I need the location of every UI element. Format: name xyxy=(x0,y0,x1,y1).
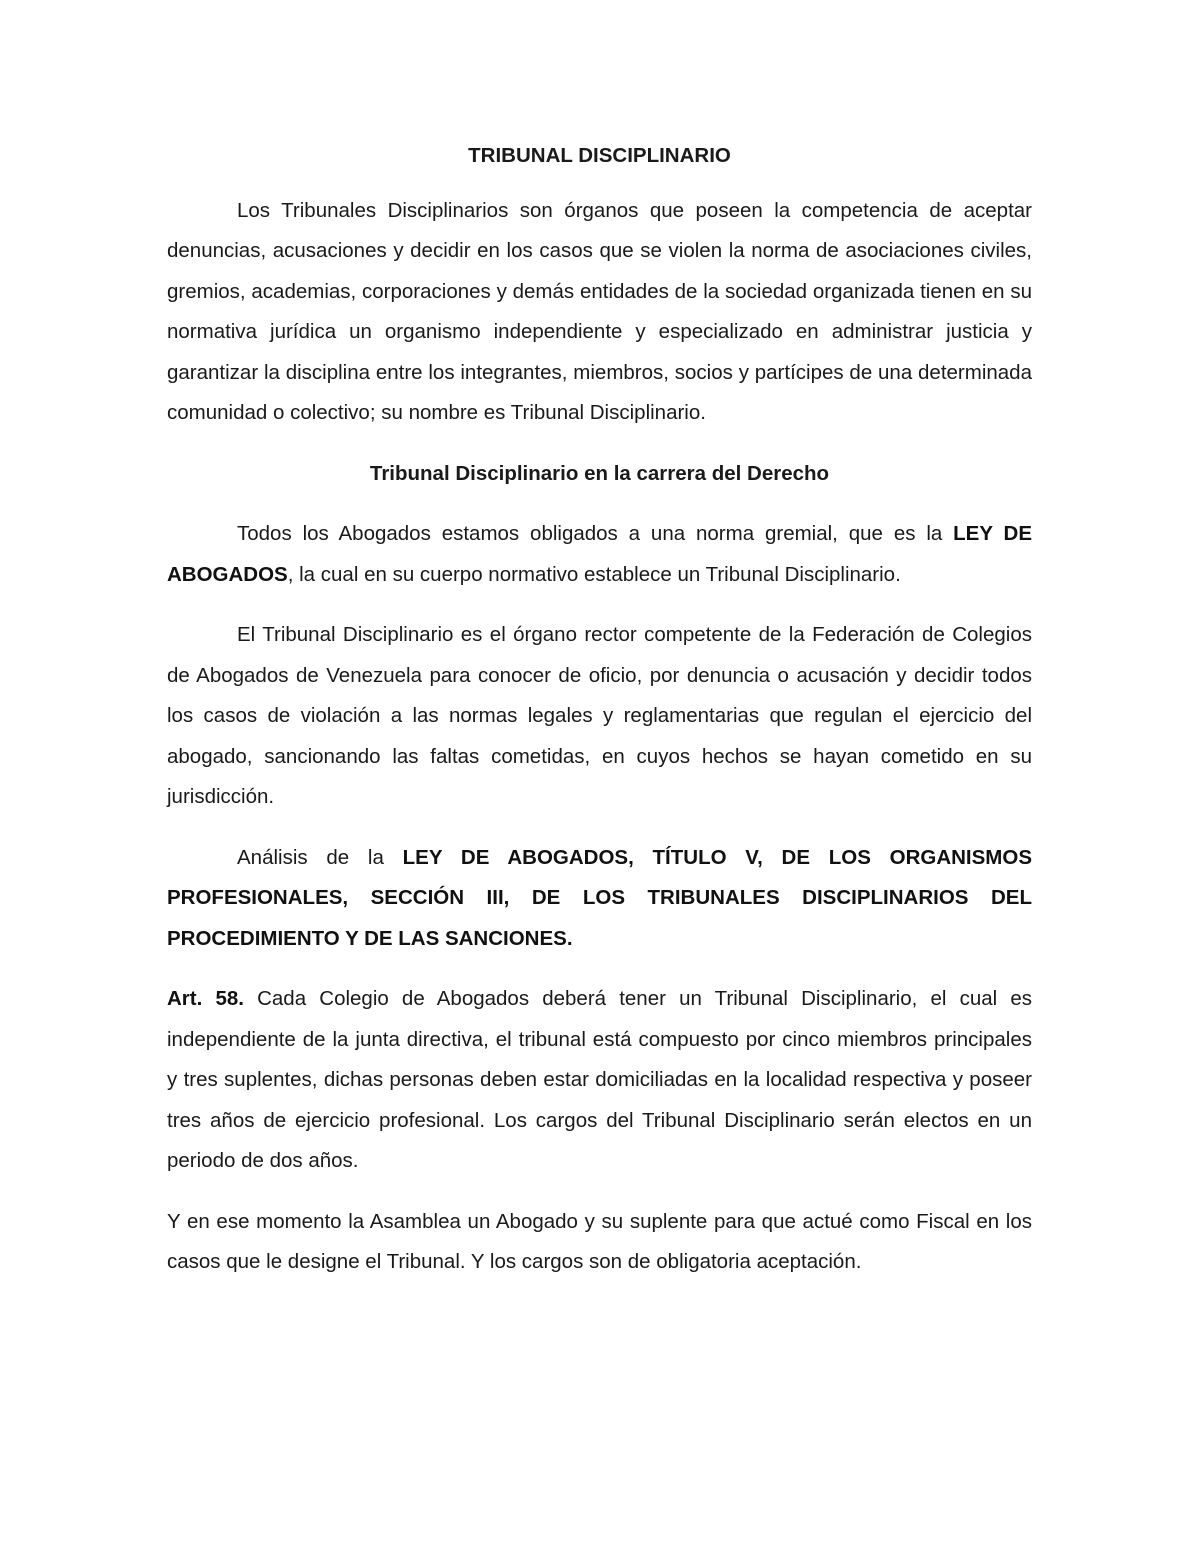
analysis-start: Análisis de la xyxy=(237,845,403,869)
fiscal-paragraph: Y en ese momento la Asamblea un Abogado y su suplente para que actué como Fiscal en los casos que le designe el Tribunal. Y los cargos son de obligatoria aceptación. xyxy=(167,1209,1032,1273)
intro-paragraph: Los Tribunales Disciplinarios son órganos que poseen la competencia de aceptar denuncias, acusaciones y decidir en los casos que se violen la norma de asociaciones civiles, gremios, academias, corporaciones y demás entidades de la sociedad organizada tienen en su normativa jurídica un organismo independiente y especializado en administrar justicia y garantizar la disciplina entre los integrantes, miembros, socios y partícipes de una determinada comunidad o colectivo; su nombre es Tribunal Disciplinario. xyxy=(167,198,1032,424)
abogados-paragraph xyxy=(167,514,1032,595)
tribunal-definition-paragraph: El Tribunal Disciplinario es el órgano rector competente de la Federación de Colegios de Abogados de Venezuela para conocer de oficio, por denuncia o acusación y decidir todos los casos de violación a las normas legales y reglamentarias que regulan el ejercicio del abogado, sancionando las faltas cometidas, en cuyos hechos se hayan cometido en su jurisdicción. xyxy=(167,623,1032,808)
analysis-paragraph xyxy=(167,838,1032,960)
document-body xyxy=(167,136,1032,1283)
article-text: Cada Colegio de Abogados deberá tener un Tribunal Disciplinario, el cual es independiente de la junta directiva, el tribunal está compuesto por cinco miembros principales y tres suplentes, dichas personas deben estar domiciliadas en la localidad respectiva y poseer tres años de ejercicio profesional. Los cargos del Tribunal Disciplinario serán electos en un periodo de dos años. xyxy=(167,987,1032,1172)
ley-de-abogados-bold: LEY DE ABOGADOS xyxy=(167,522,1032,586)
document-title: TRIBUNAL DISCIPLINARIO xyxy=(468,144,731,167)
abogados-paragraph-start: Todos los Abogados estamos obligados a una norma gremial, que es la xyxy=(237,522,954,545)
abogados-paragraph-end: , la cual en su cuerpo normativo establece un Tribunal Disciplinario. xyxy=(287,562,901,586)
article-58-paragraph xyxy=(167,979,1032,1182)
analysis-bold-title: LEY DE ABOGADOS, TÍTULO V, DE LOS ORGANISMOS PROFESIONALES, SECCIÓN III, DE LOS TRIBUNALES DISCIPLINARIOS DEL PROCEDIMIENTO Y DE LAS SANCIONES. xyxy=(167,845,1032,950)
article-label: Art. 58. xyxy=(167,987,244,1010)
section-subtitle: Tribunal Disciplinario en la carrera del Derecho xyxy=(369,461,830,485)
